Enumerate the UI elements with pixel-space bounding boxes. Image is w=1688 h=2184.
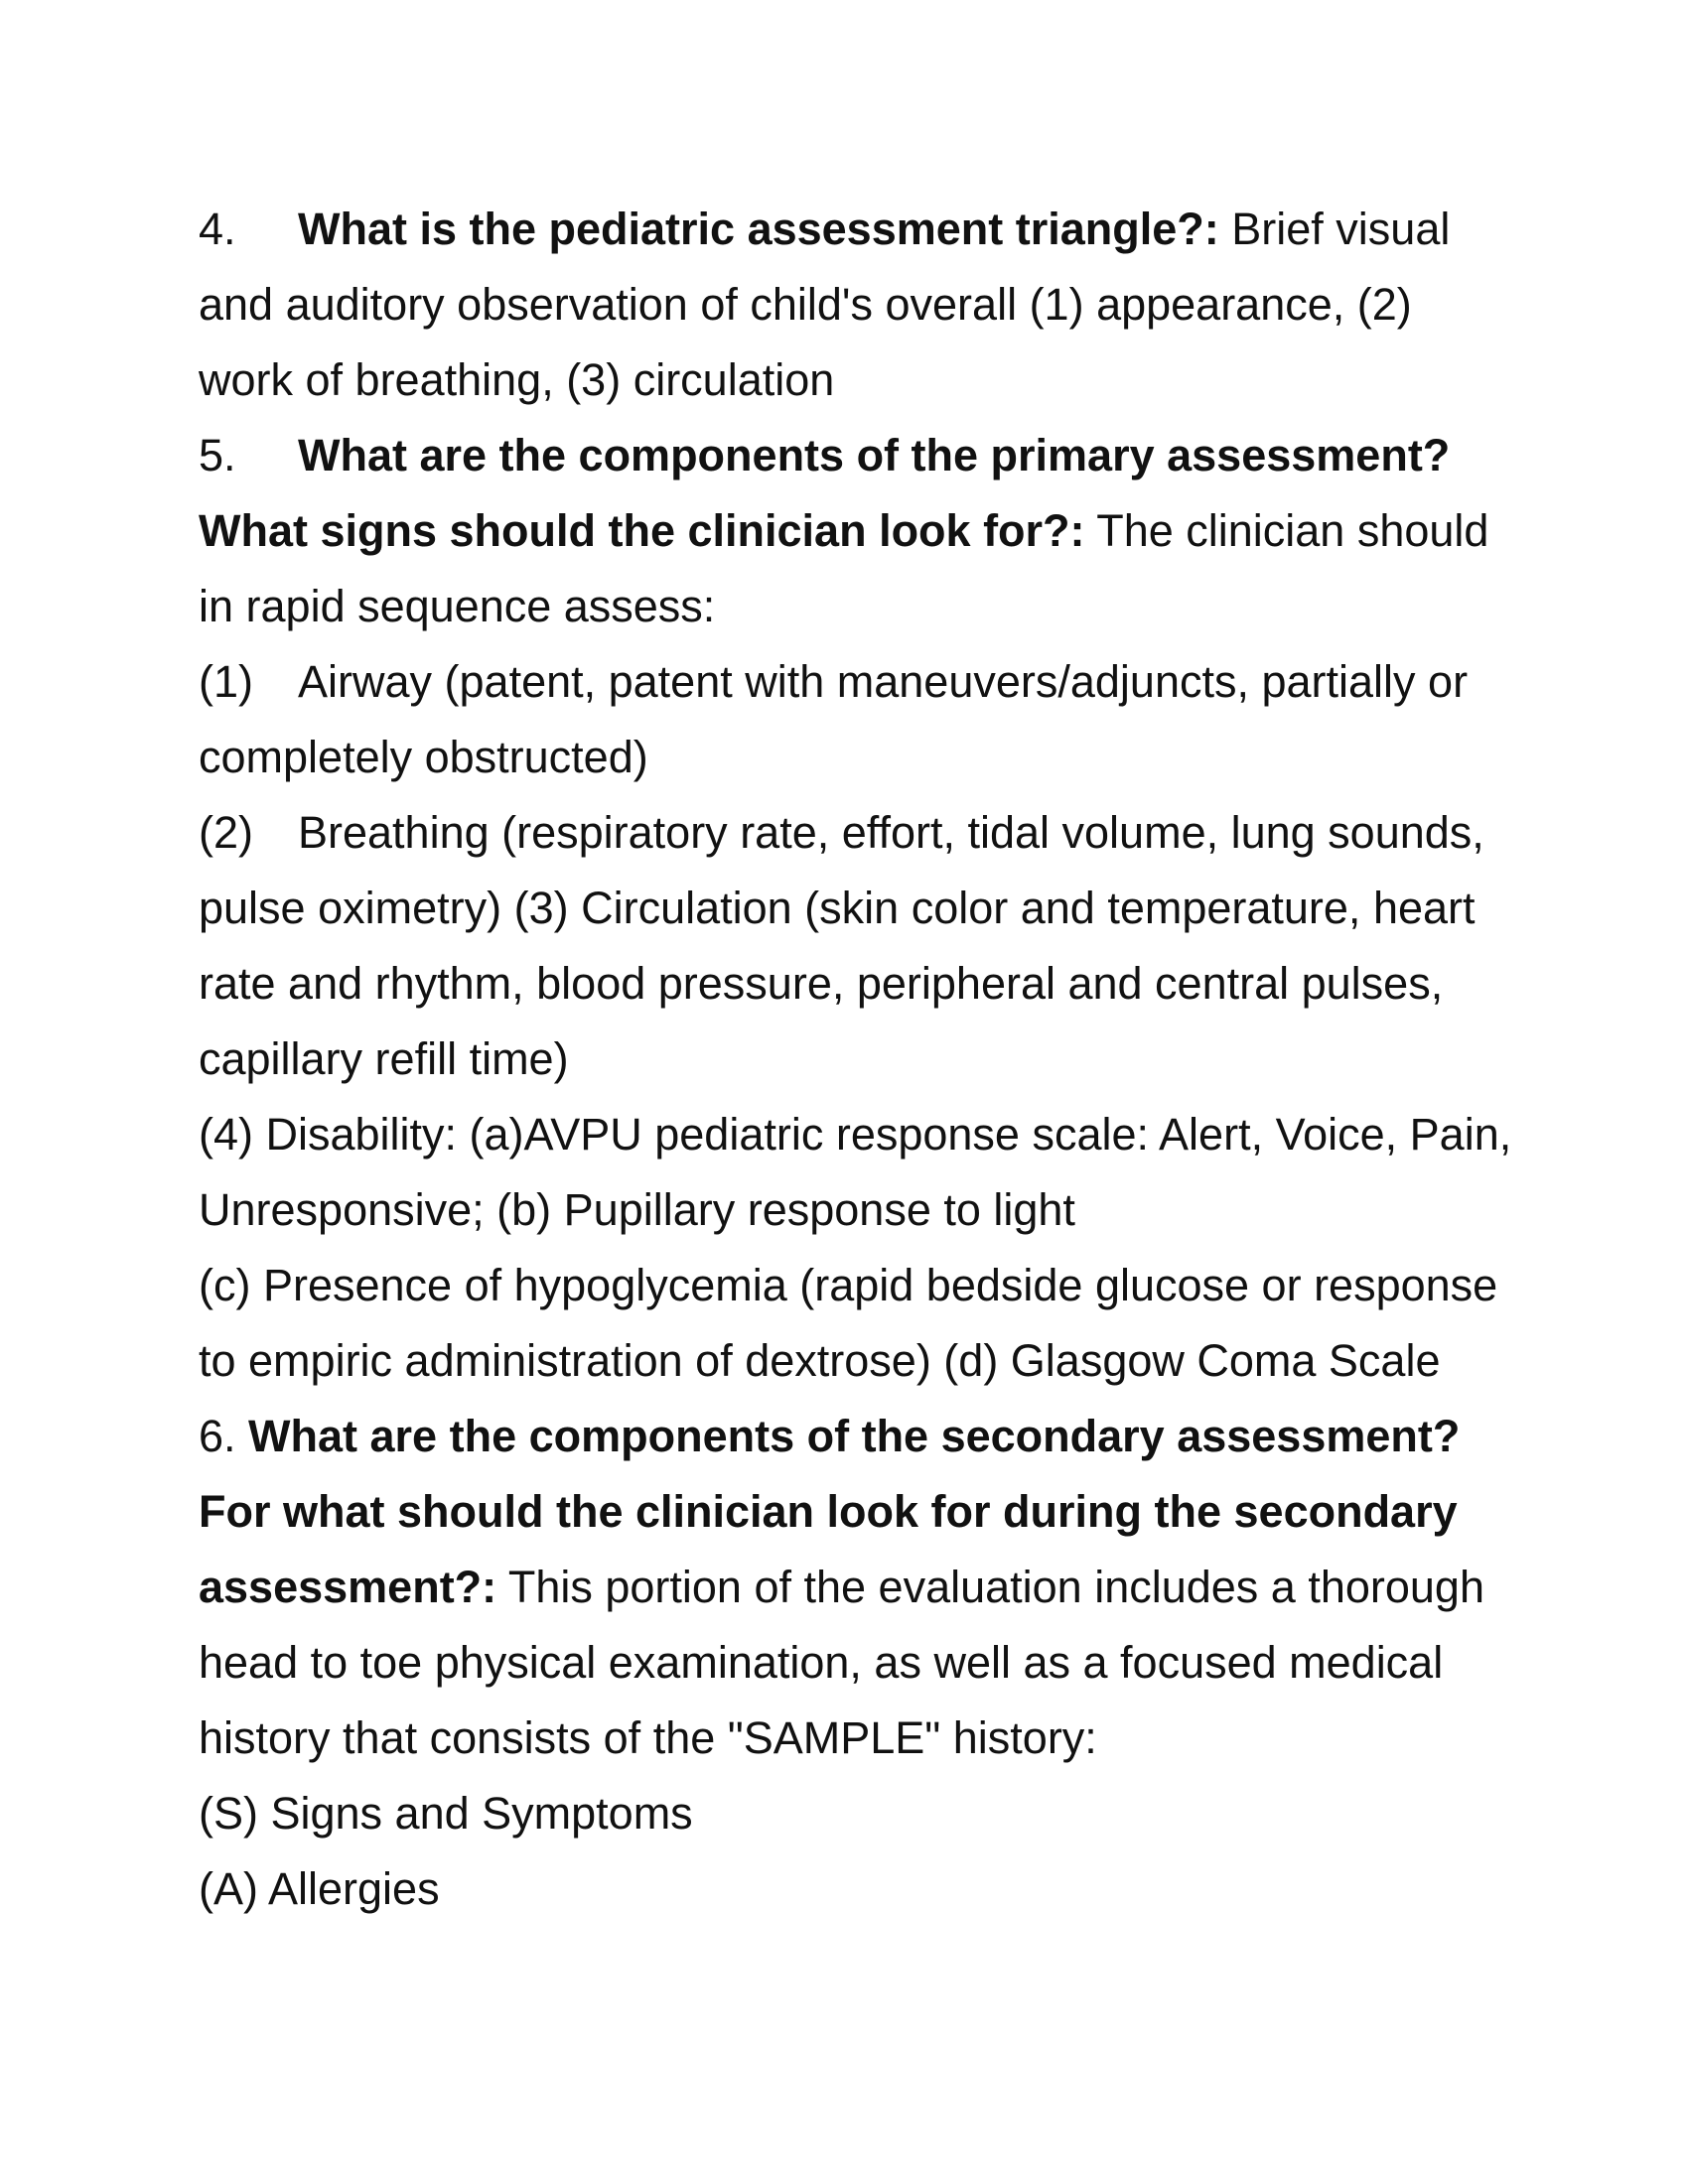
q6-question-3: assessment?: xyxy=(199,1562,497,1612)
q5-item-2-line-2: pulse oximetry) (3) Circulation (skin color and temperature, heart xyxy=(199,883,1476,933)
q4-question: What is the pediatric assessment triangle?: xyxy=(298,204,1219,254)
sample-signs-symptoms: (S) Signs and Symptoms xyxy=(199,1788,693,1839)
q4-line-1 xyxy=(199,192,1509,267)
q5-item-4-line-1: (4) Disability: (a)AVPU pediatric response scale: Alert, Voice, Pain, xyxy=(199,1109,1512,1160)
q6-line-3 xyxy=(199,1550,1509,1625)
q5-answer-1: The clinician should xyxy=(1084,505,1489,556)
q5-item-2-line-1 xyxy=(199,795,1509,871)
q4-answer-3: work of breathing, (3) circulation xyxy=(199,354,835,405)
q5-item-4-line-4: to empiric administration of dextrose) (d) Glasgow Coma Scale xyxy=(199,1335,1441,1386)
q5-item-1-text: Airway (patent, patent with maneuvers/adjuncts, partially or xyxy=(298,656,1469,707)
q5-question-1: What are the components of the primary assessment? xyxy=(298,430,1451,480)
q5-question-2: What signs should the clinician look for?: xyxy=(199,505,1085,556)
q5-item-1-line-1 xyxy=(199,644,1509,720)
sample-allergies: (A) Allergies xyxy=(199,1863,440,1914)
q6-answer-2: head to toe physical examination, as well as a focused medical xyxy=(199,1637,1444,1688)
q6-question-1: What are the components of the secondary assessment? xyxy=(248,1411,1461,1461)
q5-item-2-line-4: capillary refill time) xyxy=(199,1033,569,1084)
q5-number: 5. xyxy=(199,430,236,480)
document-page xyxy=(199,192,1512,1927)
q6-line-1 xyxy=(199,1399,1509,1474)
q6-answer-3: history that consists of the "SAMPLE" history: xyxy=(199,1712,1097,1763)
q5-item-2-number: (2) xyxy=(199,807,253,858)
q6-question-2: For what should the clinician look for during the secondary xyxy=(199,1486,1458,1537)
q4-number: 4. xyxy=(199,204,236,254)
q4-answer-2: and auditory observation of child's overall (1) appearance, (2) xyxy=(199,279,1412,330)
q5-answer-2: in rapid sequence assess: xyxy=(199,581,716,631)
q5-item-2-text: Breathing (respiratory rate, effort, tidal volume, lung sounds, xyxy=(298,807,1484,858)
q5-item-4-line-2: Unresponsive; (b) Pupillary response to light xyxy=(199,1184,1075,1235)
q5-item-1-number: (1) xyxy=(199,656,253,707)
q5-item-1-line-2: completely obstructed) xyxy=(199,732,648,782)
q5-item-4-line-3: (c) Presence of hypoglycemia (rapid bedside glucose or response xyxy=(199,1260,1498,1310)
q5-item-2-line-3: rate and rhythm, blood pressure, peripheral and central pulses, xyxy=(199,958,1444,1009)
q6-answer-1: This portion of the evaluation includes a thorough xyxy=(496,1562,1484,1612)
q5-line-1 xyxy=(199,418,1509,493)
q5-line-2 xyxy=(199,493,1509,569)
q4-answer-1: Brief visual xyxy=(1218,204,1451,254)
q6-number: 6. xyxy=(199,1411,249,1461)
